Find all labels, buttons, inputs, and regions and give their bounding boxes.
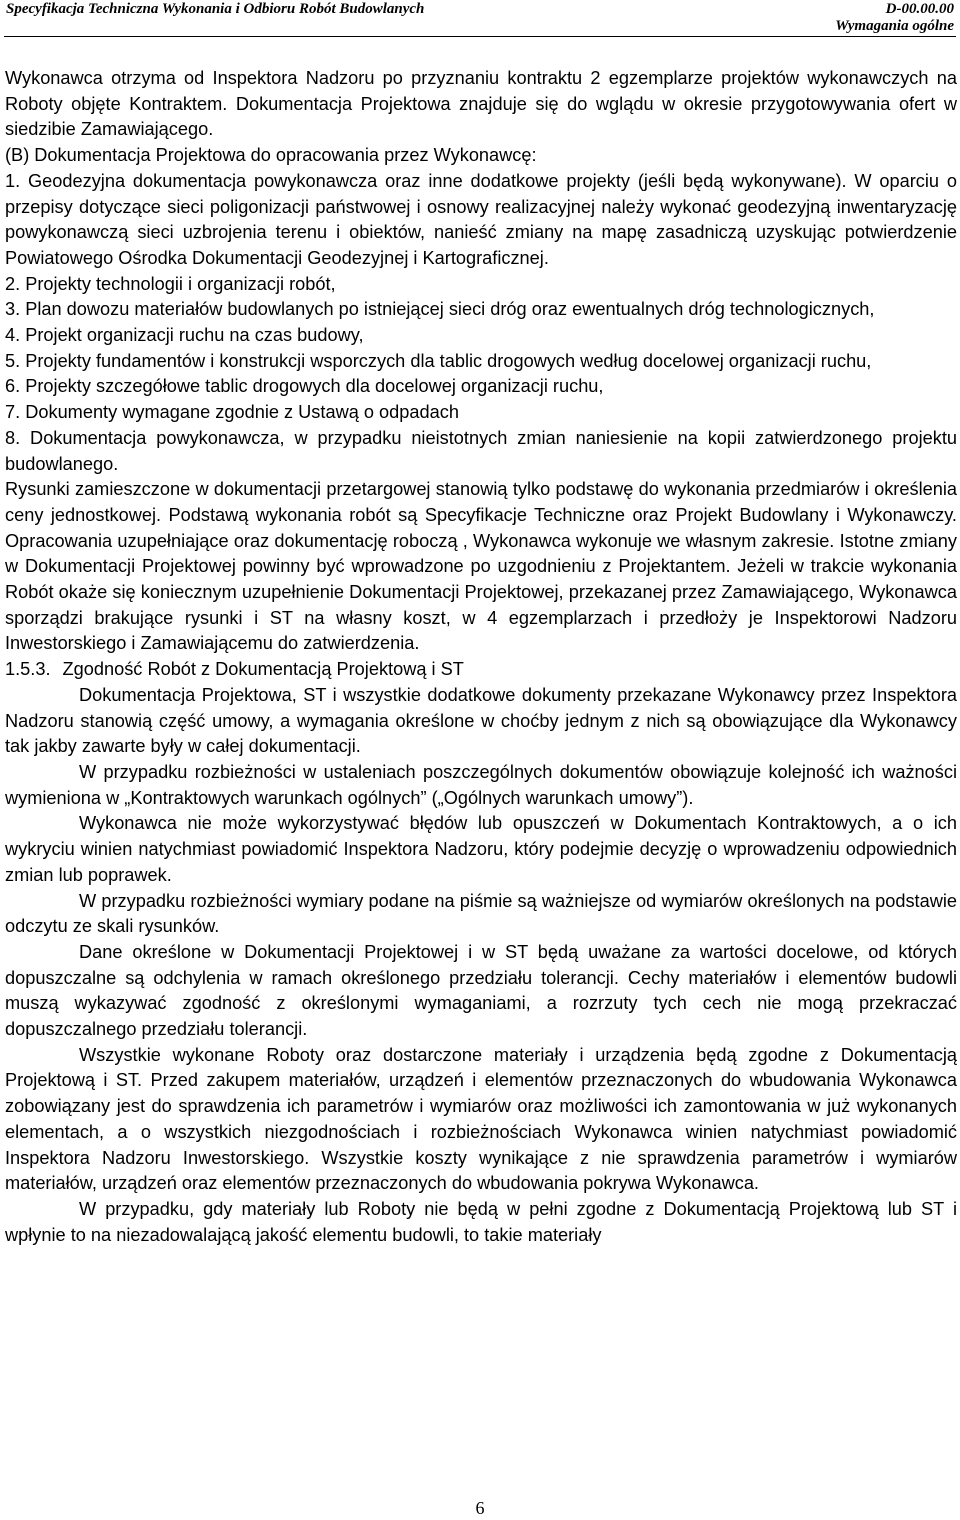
document-code: D-00.00.00 xyxy=(885,1,954,17)
list-item: 8. Dokumentacja powykonawcza, w przypadku nieistotnych zmian naniesienie na kopii zatwierdzonego projektu budowlanego. xyxy=(5,427,957,474)
paragraph: Wszystkie wykonane Roboty oraz dostarczone materiały i urządzenia będą zgodne z Dokumentacją Projektową i ST. Przed zakupem materiałów, urządzeń i elementów przeznaczonych do wbudowania Wykonawca zobowiązany jest do sprawdzenia ich parametrów i wymiarów oraz możliwości ich zamontowania w już wykonanych elementach, a o wszystkich niezgodnościach i rozbieżnościach Wykonawca winien natychmiast powiadomić Inspektora Nadzoru Inwestorskiego. Wszystkie koszty wynikające z nie sprawdzenia parametrów i wymiarów materiałów, urządzeń oraz elementów przeznaczonych do wbudowania pokrywa Wykonawca. xyxy=(5,1044,957,1194)
paragraph: Wykonawca otrzyma od Inspektora Nadzoru po przyznaniu kontraktu 2 egzemplarze projektów wykonawczych na Roboty objęte Kontraktem. Dokumentacja Projektowa znajduje się do wglądu w okresie przygotowywania ofert w siedzibie Zamawiającego. xyxy=(5,68,957,140)
document-body xyxy=(5,66,957,1248)
paragraph: W przypadku, gdy materiały lub Roboty nie będą w pełni zgodne z Dokumentacją Projektową lub ST i wpłynie to na niezadowalającą jakość elementu budowli, to takie materiały xyxy=(5,1198,957,1245)
paragraph: (B) Dokumentacja Projektowa do opracowania przez Wykonawcę: xyxy=(5,145,537,166)
list-item: 7. Dokumenty wymagane zgodnie z Ustawą o odpadach xyxy=(5,402,459,423)
section-title: Zgodność Robót z Dokumentacją Projektową i ST xyxy=(62,659,464,680)
paragraph: W przypadku rozbieżności wymiary podane na piśmie są ważniejsze od wymiarów określonych na podstawie odczytu ze skali rysunków. xyxy=(5,890,957,937)
list-item: 4. Projekt organizacji ruchu na czas budowy, xyxy=(5,325,364,346)
list-item: 6. Projekty szczegółowe tablic drogowych dla docelowej organizacji ruchu, xyxy=(5,376,604,397)
page-number: 6 xyxy=(475,1498,485,1518)
document-title: Specyfikacja Techniczna Wykonania i Odbioru Robót Budowlanych xyxy=(6,1,425,17)
section-number: 1.5.3. xyxy=(5,659,51,680)
list-item: 5. Projekty fundamentów i konstrukcji wsporczych dla tablic drogowych według docelowej organizacji ruchu, xyxy=(5,350,872,371)
paragraph: Dane określone w Dokumentacji Projektowej i w ST będą uważane za wartości docelowe, od których dopuszczalne są odchylenia w ramach określonego przedziału tolerancji. Cechy materiałów i elementów budowli muszą wykazywać zgodność z określonymi wymaganiami, a rozrzuty tych cech nie mogą przekraczać dopuszczalnego przedziału tolerancji. xyxy=(5,941,957,1040)
paragraph: Dokumentacja Projektowa, ST i wszystkie dodatkowe dokumenty przekazane Wykonawcy przez Inspektora Nadzoru stanowią część umowy, a wymagania określone w choćby jednym z nich są obowiązujące dla Wykonawcy tak jakby zawarte były w całej dokumentacji. xyxy=(5,684,957,757)
section-heading xyxy=(5,657,957,683)
paragraph: Wykonawca nie może wykorzystywać błędów lub opuszczeń w Dokumentach Kontraktowych, a o ich wykryciu winien natychmiast powiadomić Inspektora Nadzoru, który podejmie decyzję o wprowadzeniu odpowiednich zmian lub poprawek. xyxy=(5,813,957,885)
list-item: 1. Geodezyjna dokumentacja powykonawcza oraz inne dodatkowe projekty (jeśli będą wykonywane). W oparciu o przepisy dotyczące sieci poligonizacji państwowej i osnowy realizacyjnej należy wykonać geodezyjną inwentaryzację powykonawczą sieci uzbrojenia terenu i obiektów, nanieść zmiany na mapę zasadniczą uzyskując potwierdzenie Powiatowego Ośrodka Dokumentacji Geodezyjnej i Kartograficznej. xyxy=(5,170,957,268)
page-header xyxy=(4,0,956,37)
document-subtitle: Wymagania ogólne xyxy=(835,18,954,34)
paragraph: Rysunki zamieszczone w dokumentacji przetargowej stanowią tylko podstawę do wykonania przedmiarów i określenia ceny jednostkowej. Podstawą wykonania robót są Specyfikacje Techniczne oraz Projekt Budowlany i Wykonawczy. Opracowania uzupełniające oraz dokumentację roboczą , Wykonawca wykonuje we własnym zakresie. Istotne zmiany w Dokumentacji Projektowej powinny być wprowadzone po uzgodnieniu z Projektantem. Jeżeli w trakcie wykonania Robót okaże się koniecznym uzupełnienie Dokumentacji Projektowej, przekazanej przez Zamawiającego, Wykonawca sporządzi brakujące rysunki i ST na własny koszt, w 4 egzemplarzach i przedłoży je Inspektorowi Nadzoru Inwestorskiego i Zamawiającemu do zatwierdzenia. xyxy=(5,479,957,654)
list-item: 2. Projekty technologii i organizacji robót, xyxy=(5,273,336,294)
list-item: 3. Plan dowozu materiałów budowlanych po istniejącej sieci dróg oraz ewentualnych dróg technologicznych, xyxy=(5,299,875,320)
paragraph: W przypadku rozbieżności w ustaleniach poszczególnych dokumentów obowiązuje kolejność ich ważności wymieniona w „Kontraktowych warunkach ogólnych” („Ogólnych warunkach umowy”). xyxy=(5,761,957,808)
